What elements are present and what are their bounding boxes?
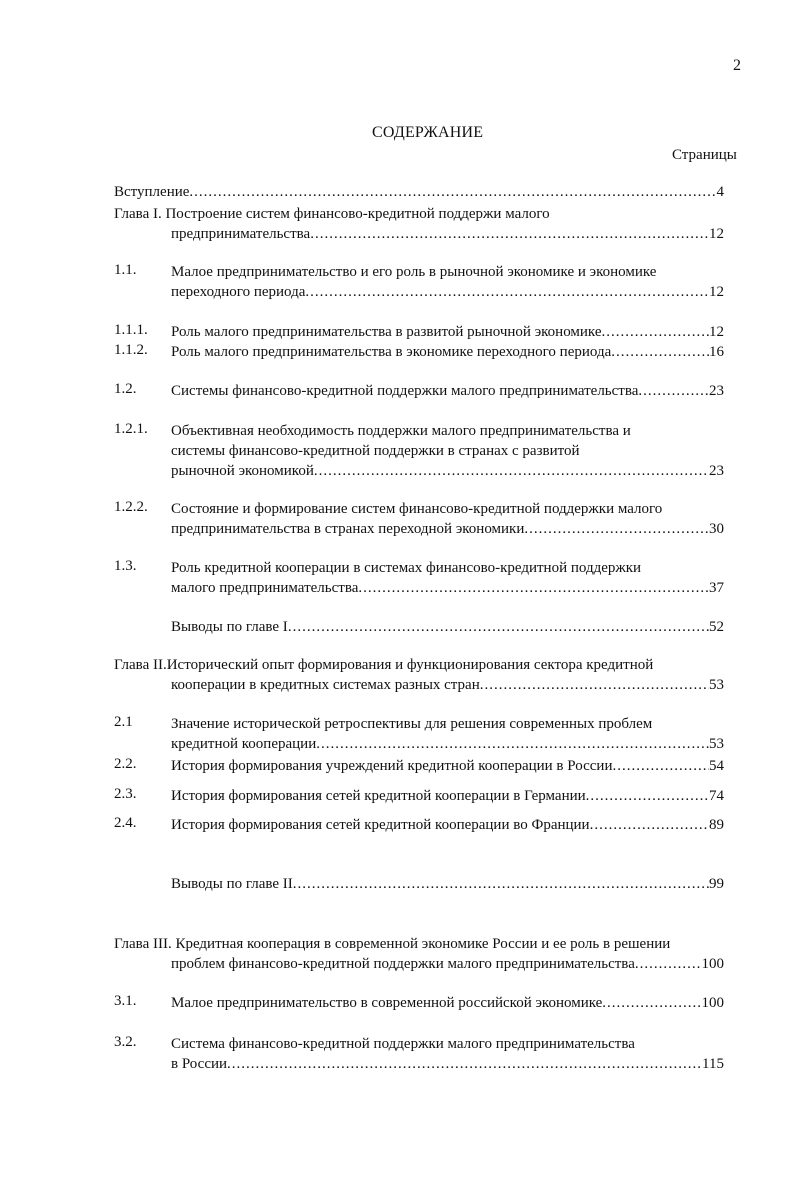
dot-leader bbox=[590, 815, 709, 835]
toc-page-number: 30 bbox=[709, 521, 724, 537]
toc-section-number: 2.4. bbox=[114, 815, 137, 831]
toc-section-number: 3.1. bbox=[114, 993, 137, 1009]
dot-leader bbox=[310, 224, 709, 244]
toc-page-number: 16 bbox=[709, 344, 724, 360]
toc-page-number: 89 bbox=[709, 817, 724, 833]
page-number: 2 bbox=[733, 57, 741, 74]
toc-page-number: 12 bbox=[709, 284, 724, 300]
toc-page-number: 12 bbox=[709, 226, 724, 242]
dot-leader bbox=[638, 381, 709, 401]
dot-leader bbox=[612, 756, 709, 776]
dot-leader bbox=[314, 461, 709, 481]
toc-section-number: 2.3. bbox=[114, 786, 137, 802]
toc-section-number: 1.1.2. bbox=[114, 342, 148, 358]
toc-section-number: 1.3. bbox=[114, 558, 137, 574]
toc-section-number: 2.2. bbox=[114, 756, 137, 772]
toc-page-number: 53 bbox=[709, 677, 724, 693]
toc-page-number: 53 bbox=[709, 736, 724, 752]
toc-entry-line: Вступление ..... 4 bbox=[114, 182, 724, 202]
dot-leader bbox=[611, 342, 709, 362]
toc-page-number: 74 bbox=[709, 788, 724, 804]
dot-leader bbox=[288, 617, 709, 637]
toc-page-number: 100 bbox=[701, 995, 724, 1011]
toc-entry-line: предпринимательства ..... 12 bbox=[114, 224, 724, 244]
toc-section-number: 1.1. bbox=[114, 262, 137, 278]
pages-column-label: Страницы bbox=[672, 147, 737, 163]
dot-leader bbox=[480, 675, 709, 695]
dot-leader bbox=[358, 578, 709, 598]
dot-leader bbox=[602, 322, 710, 342]
dot-leader bbox=[305, 282, 709, 302]
dot-leader bbox=[524, 519, 709, 539]
dot-leader bbox=[316, 734, 709, 754]
toc-page-number: 37 bbox=[709, 580, 724, 596]
toc-page-number: 4 bbox=[716, 184, 724, 200]
toc-page-number: 54 bbox=[709, 758, 724, 774]
dot-leader bbox=[227, 1054, 702, 1074]
dot-leader bbox=[602, 993, 701, 1013]
toc-page-number: 115 bbox=[702, 1056, 724, 1072]
dot-leader bbox=[293, 874, 709, 894]
toc-page-number: 99 bbox=[709, 876, 724, 892]
dot-leader bbox=[635, 954, 702, 974]
toc-section-number: 2.1 bbox=[114, 714, 133, 730]
toc-page-number: 23 bbox=[709, 463, 724, 479]
toc-section-number: 1.2. bbox=[114, 381, 137, 397]
dot-leader bbox=[189, 182, 716, 202]
table-of-contents: Вступление ..... 4 Глава I. Построение систем финансово-кредитной поддержи малого предпринимательства ..... 12 1.1. Малое предпринимательство и его роль в рыночной экономике и экономике переходного периода ..... 12 1.1.1. Роль малого предпринимательства в развитой рыночной экономике ..... 12 1.1.2. Роль малого предпринимательства в экономике переходного периода ..... 16 1.2. Системы финансово-кредитной поддержки малого предпринимательства ..... 23 1.2.1. Объективная необходимость поддержки малого предпринимательства и системы финансово-кредитной поддержки в странах с развитой рыночной экономикой ..... 23 1.2.2. Состояние и формирование систем финансово-кредитной поддержки малого предпринимательства в странах переходной экономики ..... 30 1.3. Роль кредитной кооперации в системах финансово-кредитной поддержки малого предпринимательства ..... 37 Выводы по главе I ..... 52 Глава II.Исторический опыт формирования и функционирования сектора кредитной кооперации в кредитных системах разных стран ..... 53 2.1 Значение исторической ретроспективы для решения современных проблем кредитной кооперации ..... 53 2.2. История формирования учреждений кредитной кооперации в России ..... 54 2.3. История формирования сетей кредитной кооперации в Германии ..... 74 2.4. История формирования сетей кредитной кооперации во Франции ..... 89 Выводы по главе II ..... 99 Глава III. Кредитная кооперация в современной экономике России и ее роль в решении проблем финансово-кредитной поддержки малого предпринимательства ..... 100 3.1. Малое предпринимательство в современной российской экономике ..... 100 3.2. Система финансово-кредитной поддержки малого предпринимательства в России ..... 115 bbox=[0, 0, 795, 1198]
toc-entry-line: Глава I. Построение систем финансово-кредитной поддержи малого bbox=[114, 206, 550, 222]
toc-page-number: 23 bbox=[709, 383, 724, 399]
toc-section-number: 1.2.2. bbox=[114, 499, 148, 515]
toc-page-number: 12 bbox=[709, 324, 724, 340]
dot-leader bbox=[586, 786, 709, 806]
toc-section-number: 1.1.1. bbox=[114, 322, 148, 338]
toc-section-number: 1.2.1. bbox=[114, 421, 148, 437]
toc-page-number: 52 bbox=[709, 619, 724, 635]
toc-section-number: 3.2. bbox=[114, 1034, 137, 1050]
toc-page-number: 100 bbox=[701, 956, 724, 972]
page-title: СОДЕРЖАНИЕ bbox=[372, 124, 484, 141]
